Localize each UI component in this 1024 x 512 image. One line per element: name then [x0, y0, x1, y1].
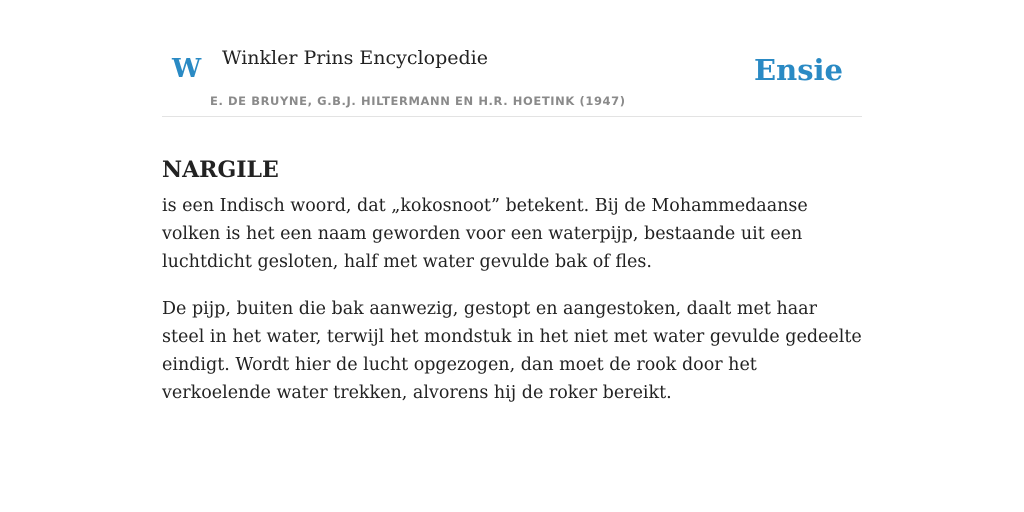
winkler-prins-logo-icon[interactable]: W — [172, 54, 202, 84]
source-authors: E. DE BRUYNE, G.B.J. HILTERMANN EN H.R. HOETINK (1947) — [210, 94, 626, 108]
ensie-logo-link[interactable]: Ensie — [754, 53, 843, 87]
article-paragraph-2: De pijp, buiten die bak aanwezig, gestopt en aangestoken, daalt met haar steel in het water, terwijl het mondstuk in het niet met water gevulde gedeelte eindigt. Wordt hier de lucht opgezogen, dan moet de rook door het verkoelende water trekken, alvorens hij de roker bereikt. — [162, 299, 862, 403]
article-headword: NARGILE — [162, 156, 279, 183]
article-body — [162, 192, 862, 426]
article-paragraph-1: is een Indisch woord, dat „kokosnoot” betekent. Bij de Mohammedaanse volken is het een naam geworden voor een waterpijp, bestaande uit een luchtdicht gesloten, half met water gevulde bak of fles. — [162, 196, 808, 272]
source-title[interactable]: Winkler Prins Encyclopedie — [222, 47, 488, 69]
source-header — [162, 0, 862, 117]
